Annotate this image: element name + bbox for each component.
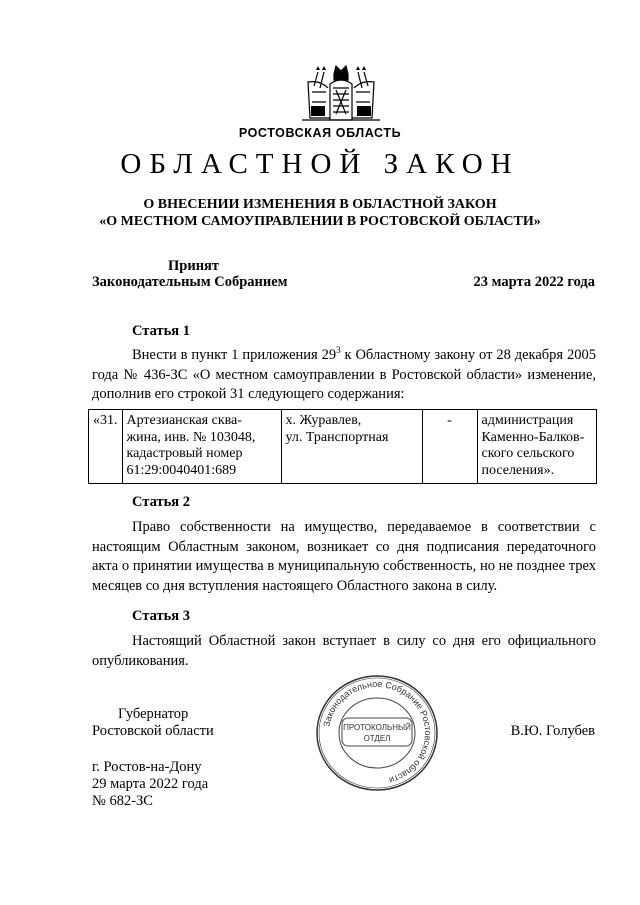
property-line: жина, инв. № 103048, [126,429,256,445]
governor-name: В.Ю. Голубев [510,723,595,739]
seal-center-line-2: ОТДЕЛ [363,734,391,743]
article-1-text-part-2: к Областному закону от 28 декабря 2005 года № 436-ЗС «О местном самоуправлении в Ростовской области» изменение, дополнив его строкой 31 следующего содержания: [92,347,596,402]
law-number: № 682-ЗС [92,793,153,809]
official-seal [312,672,442,794]
recipient-line: поселения». [481,462,555,478]
property-line: 61:29:0040401:689 [126,462,237,478]
address-line: х. Журавлев, [285,413,362,428]
property-line: Артезианская сква- [126,413,242,428]
row-number: «31. [93,413,118,428]
law-subtitle [0,196,640,230]
dash-value: - [447,413,452,428]
governor-region: Ростовской области [92,723,214,739]
adoption-date: 23 марта 2022 года [473,274,595,290]
recipient-line: ского сельского [481,446,575,461]
article-2-heading: Статья 2 [132,494,190,510]
document-title: ОБЛАСТНОЙ ЗАКОН [120,148,520,180]
coat-of-arms-emblem [300,62,382,124]
address-line: ул. Транспортная [285,429,389,445]
table-row [89,410,597,484]
subtitle-line-2: «О МЕСТНОМ САМОУПРАВЛЕНИИ В РОСТОВСКОЙ ОБЛАСТИ» [99,214,541,229]
governor-title: Губернатор [118,706,189,722]
adopted-by: Законодательным Собранием [92,274,288,290]
property-table [88,409,597,484]
article-3-heading: Статья 3 [132,608,190,624]
seal-center-line-1: ПРОТОКОЛЬНЫЙ [343,723,411,732]
recipient-line: Каменно-Балков- [481,429,585,445]
property-cell [122,410,281,484]
recipient-cell [477,410,597,484]
article-1-superscript: 3 [336,345,341,356]
region-name: РОСТОВСКАЯ ОБЛАСТЬ [238,126,402,140]
dash-cell [422,410,477,484]
row-number-cell [89,410,123,484]
article-1-text [92,346,596,405]
article-3-text: Настоящий Областной закон вступает в силу со дня его официального опубликования. [92,633,596,669]
address-cell [281,410,422,484]
recipient-line: администрация [481,413,574,428]
article-1-text-part-1: Внести в пункт 1 приложения 29 [132,347,337,363]
signing-details [92,759,208,810]
seal-ring-text: Законодательное Собрание Ростовской области [321,678,434,786]
subtitle-line-1: О ВНЕСЕНИИ ИЗМЕНЕНИЯ В ОБЛАСТНОЙ ЗАКОН [143,197,497,212]
adopted-label: Принят [168,258,220,274]
signing-city: г. Ростов-на-Дону [92,759,202,775]
article-1-heading: Статья 1 [132,323,190,339]
signing-date: 29 марта 2022 года [92,776,209,792]
property-line: кадастровый номер [126,446,243,461]
article-2-text: Право собственности на имущество, передаваемое в соответствии с настоящим Областным законом, возникает со дня подписания передаточного акта о принятии имущества в муниципальную собственность, но не позднее трех месяцев со дня вступления настоящего Областного закона в силу. [92,519,596,594]
